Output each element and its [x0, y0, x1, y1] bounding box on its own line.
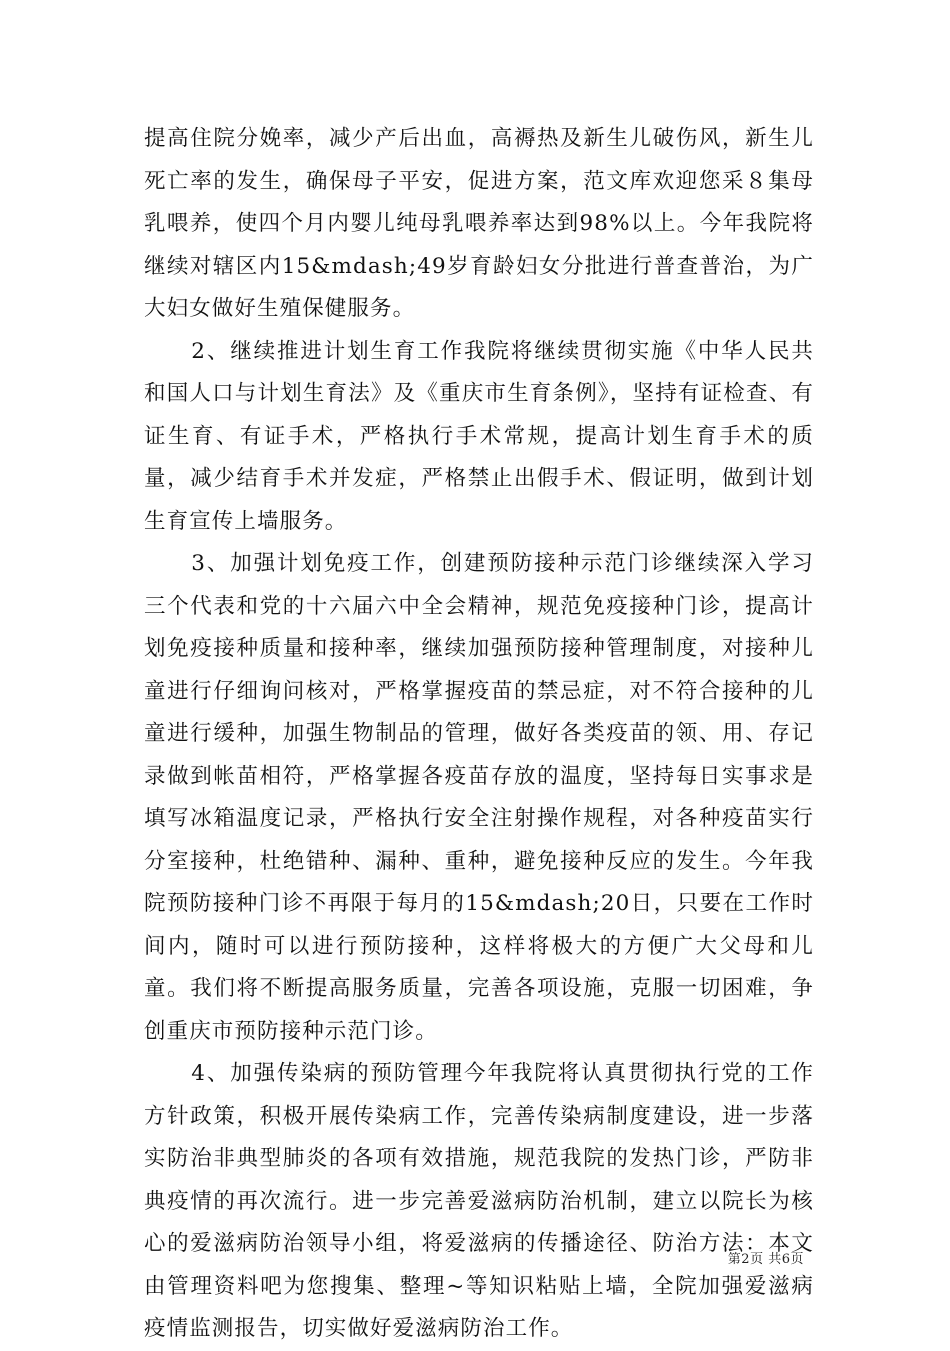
footer-prefix: 第	[727, 1252, 742, 1267]
footer-current-page: 2	[741, 1252, 751, 1267]
page-footer	[728, 1248, 804, 1267]
document-body	[144, 118, 814, 1351]
paragraph-infectious-disease: 4、加强传染病的预防管理今年我院将认真贯彻执行党的工作方针政策，积极开展传染病工作，完善传染病制度建设，进一步落实防治非典型肺炎的各项有效措施，规范我院的发热门诊，严防非典疫情的再次流行。进一步完善爱滋病防治机制，建立以院长为核心的爱滋病防治领导小组，将爱滋病的传播途径、防治方法：本文由管理资料吧为您搜集、整理~等知识粘贴上墙，全院加强爱滋病疫情监测报告，切实做好爱滋病防治工作。	[144, 1061, 814, 1341]
footer-middle: 页 共	[750, 1252, 782, 1267]
paragraph-immunization: 3、加强计划免疫工作，创建预防接种示范门诊继续深入学习三个代表和党的十六届六中全会精神，规范免疫接种门诊，提高计划免疫接种质量和接种率，继续加强预防接种管理制度，对接种儿童进行仔细询问核对，严格掌握疫苗的禁忌症，对不符合接种的儿童进行缓种，加强生物制品的管理，做好各类疫苗的领、用、存记录做到帐苗相符，严格掌握各疫苗存放的温度，坚持每日实事求是填写冰箱温度记录，严格执行安全注射操作规程，对各种疫苗实行分室接种，杜绝错种、漏种、重种，避免接种反应的发生。今年我院预防接种门诊不再限于每月的15&mdash;20日，只要在工作时间内，随时可以进行预防接种，这样将极大的方便广大父母和儿童。我们将不断提高服务质量，完善各项设施，克服一切困难，争创重庆市预防接种示范门诊。	[144, 551, 814, 1044]
paragraph-family-planning: 2、继续推进计划生育工作我院将继续贯彻实施《中华人民共和国人口与计划生育法》及《重庆市生育条例》，坚持有证检查、有证生育、有证手术，严格执行手术常规，提高计划生育手术的质量，减少结育手术并发症，严格禁止出假手术、假证明，做到计划生育宣传上墙服务。	[144, 338, 814, 534]
paragraph-continuation: 提高住院分娩率，减少产后出血，高褥热及新生儿破伤风，新生儿死亡率的发生，确保母子平安，促进方案，范文库欢迎您采８集母乳喂养，使四个月内婴儿纯母乳喂养率达到98%以上。今年我院将继续对辖区内15&mdash;49岁育龄妇女分批进行普查普治，为广大妇女做好生殖保健服务。	[144, 126, 814, 321]
footer-total-pages: 6	[781, 1252, 791, 1267]
footer-suffix: 页	[790, 1252, 804, 1267]
